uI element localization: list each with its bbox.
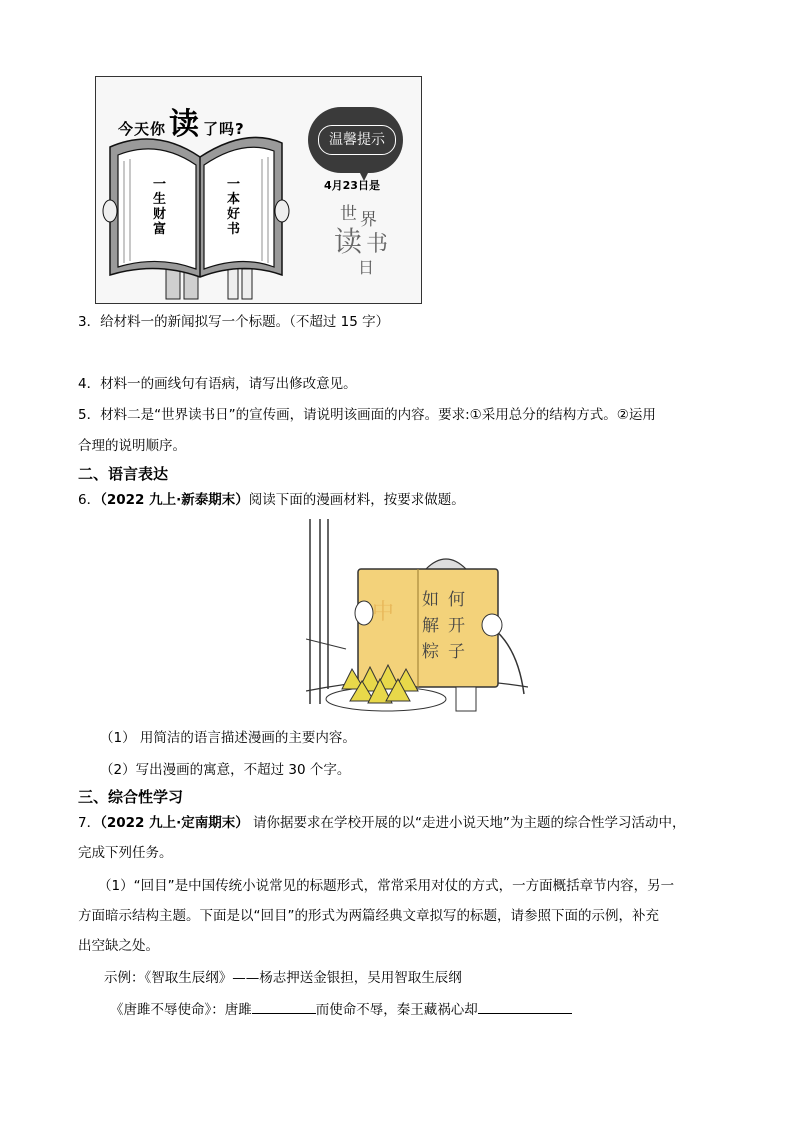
question-5-line-1: 5．材料二是“世界读书日”的宣传画，请说明该画面的内容。要求:①采用总分的结构方式。②运用 (78, 407, 656, 423)
wbd-char-5: 日 (358, 258, 375, 277)
book-char-zhong: 中 (372, 600, 395, 625)
fill-in-line (110, 999, 572, 1020)
wbd-char-4: 书 (366, 232, 389, 257)
book-char-3: 解 (422, 616, 439, 636)
zongzi-comic (306, 519, 528, 714)
question-7-1-line-3: 出空缺之处。 (78, 938, 159, 954)
poster-title-post: 了吗? (203, 120, 245, 138)
answer-blank-1[interactable] (252, 999, 316, 1014)
question-6-number: 6． (78, 492, 101, 508)
answer-blank-2[interactable] (478, 999, 572, 1014)
fill-in-prefix: 《唐雎不辱使命》：唐雎 (110, 1002, 252, 1018)
example-line: 示例：《智取生辰纲》——杨志押送金银担，吴用智取生辰纲 (104, 970, 462, 986)
question-5-line-2: 合理的说明顺序。 (78, 438, 186, 454)
date-note: 4月23日是 (324, 179, 380, 192)
wbd-char-1: 世 (340, 204, 357, 224)
wbd-char-3: 读 (334, 225, 363, 258)
question-6 (78, 490, 465, 510)
question-3: 3．给材料一的新闻拟写一个标题。（不超过 15 字） (78, 314, 390, 330)
poster-title-big: 读 (169, 107, 201, 142)
question-7-source: （2022 九上·定南期末） (100, 815, 249, 831)
question-7-text: 请你据要求在学校开展的以“走进小说天地”为主题的综合性学习活动中， (248, 815, 686, 831)
question-4: 4．材料一的画线句有语病，请写出修改意见。 (78, 376, 357, 392)
wbd-char-2: 界 (360, 210, 377, 230)
section-heading-2: 二、语言表达 (78, 465, 169, 483)
question-6-text: 阅读下面的漫画材料，按要求做题。 (248, 492, 465, 508)
book-char-2: 何 (448, 590, 465, 610)
comic-illustration (306, 519, 528, 714)
book-right-text: 一本好书 (227, 177, 241, 237)
book-char-4: 开 (448, 616, 465, 636)
fill-in-middle: 而使命不辱，秦王藏祸心却 (315, 1002, 478, 1018)
world-book-day-poster (95, 76, 422, 304)
section-heading-3: 三、综合性学习 (78, 788, 184, 806)
question-7-1-line-2: 方面暗示结构主题。下面是以“回目”的形式为两篇经典文章拟写的标题，请参照下面的示例，补充 (78, 908, 659, 924)
question-6-source: （2022 九上·新泰期末） (100, 492, 249, 508)
book-char-6: 子 (448, 642, 465, 662)
question-6-2: （2）写出漫画的寓意，不超过 30 个字。 (100, 762, 351, 778)
question-7-1-line-1: （1）“回目”是中国传统小说常见的标题形式，常常采用对仗的方式，一方面概括章节内容，另一 (98, 878, 675, 894)
world-book-day-logo (334, 199, 414, 279)
question-6-1: （1） 用简洁的语言描述漫画的主要内容。 (100, 730, 356, 746)
book-char-5: 粽 (422, 642, 439, 662)
book-char-1: 如 (422, 590, 439, 610)
question-7-line-2: 完成下列任务。 (78, 845, 173, 861)
poster-title-pre: 今天你 (118, 120, 167, 138)
question-7-line-1 (78, 813, 686, 833)
tip-text: 温馨提示 (318, 125, 396, 155)
question-7-number: 7． (78, 815, 101, 831)
book-left-text: 一生财富 (153, 177, 167, 237)
